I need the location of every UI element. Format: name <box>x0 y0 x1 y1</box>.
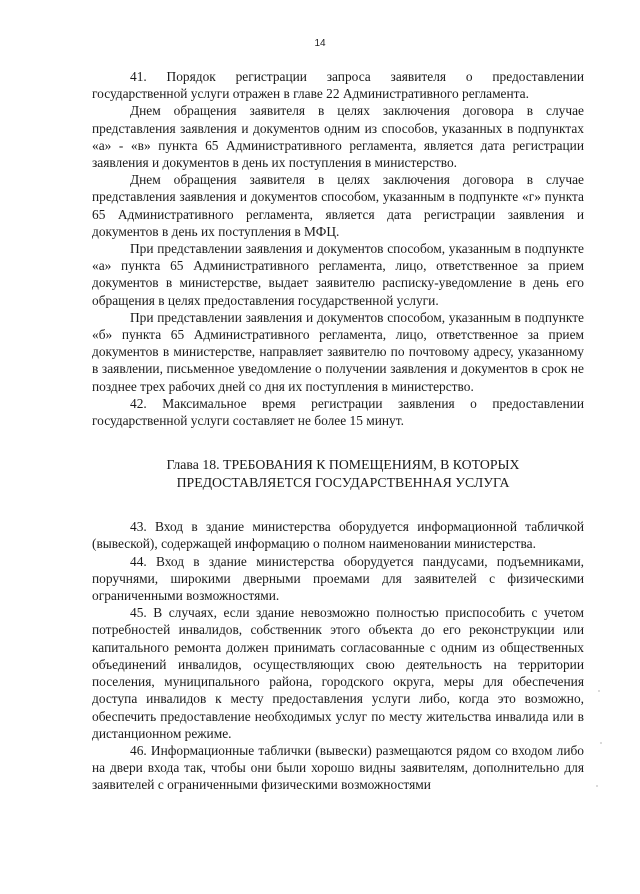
paragraph-application-date-mfc: Днем обращения заявителя в целях заключения договора в случае представления заявления и документов способом, указанным в подпункте «г» пункта 65 Административного регламента, является дата регистрации заявления и документов в день их поступления в МФЦ. <box>92 172 584 239</box>
paragraph-46: 46. Информационные таблички (вывески) размещаются рядом со входом либо на двери входа так, чтобы они были хорошо видны заявителям, дополнительно для заявителей с ограниченными физическими возможностями <box>92 742 584 793</box>
scan-speck <box>600 742 602 744</box>
paragraph-42: 42. Максимальное время регистрации заявления о предоставлении государственной услуги составляет не более 15 минут. <box>92 395 584 429</box>
paragraph-44: 44. Вход в здание министерства оборудуется пандусами, подъемниками, поручнями, широкими дверными проемами для заявителей с физическими ограниченными возможностями. <box>92 553 584 604</box>
chapter-title-line-1: Глава 18. ТРЕБОВАНИЯ К ПОМЕЩЕНИЯМ, В КОТОРЫХ <box>166 457 520 473</box>
scan-speck <box>596 785 598 787</box>
paragraph-receipt-notice: При представлении заявления и документов способом, указанным в подпункте «а» пункта 65 Административного регламента, лицо, ответственное за прием документов в министерстве, выдает заявителю расписку-уведомление в день его обращения в целях предоставления государственной услуги. <box>92 241 584 308</box>
paragraph-application-date-mail: Днем обращения заявителя в целях заключения договора в случае представления заявления и документов одним из способов, указанных в подпунктах «а» - «в» пункта 65 Административного регламента, является дата регистрации заявления и документов в день их поступления в министерство. <box>92 103 584 171</box>
document-body <box>92 68 584 794</box>
paragraph-41: 41. Порядок регистрации запроса заявителя о предоставлении государственной услуги отражен в главе 22 Административного регламента. <box>92 69 584 102</box>
paragraph-43: 43. Вход в здание министерства оборудуется информационной табличкой (вывеской), содержащей информацию о полном наименовании министерства. <box>92 519 584 552</box>
scan-speck <box>598 690 600 692</box>
chapter-title-line-2: ПРЕДОСТАВЛЯЕТСЯ ГОСУДАРСТВЕННАЯ УСЛУГА <box>176 475 510 491</box>
chapter-heading <box>92 456 584 492</box>
page-number: 14 <box>314 38 326 49</box>
paragraph-45: 45. В случаях, если здание невозможно полностью приспособить с учетом потребностей инвалидов, собственник этого объекта до его реконструкции или капитального ремонта должен принимать согласованные с одним из общественных объединений инвалидов, осуществляющих свою деятельность на территории поселения, муниципального района, городского округа, меры для обеспечения доступа инвалидов к месту предоставления услуги либо, когда это возможно, обеспечить предоставление необходимых услуг по месту жительства инвалида или в дистанционном режиме. <box>92 605 584 741</box>
paragraph-postal-notice: При представлении заявления и документов способом, указанным в подпункте «б» пункта 65 Административного регламента, лицо, ответственное за прием документов в министерстве, направляет заявителю по почтовому адресу, указанному в заявлении, письменное уведомление о получении заявления и документов в срок не позднее трех рабочих дней со дня их поступления в министерство. <box>92 309 584 394</box>
